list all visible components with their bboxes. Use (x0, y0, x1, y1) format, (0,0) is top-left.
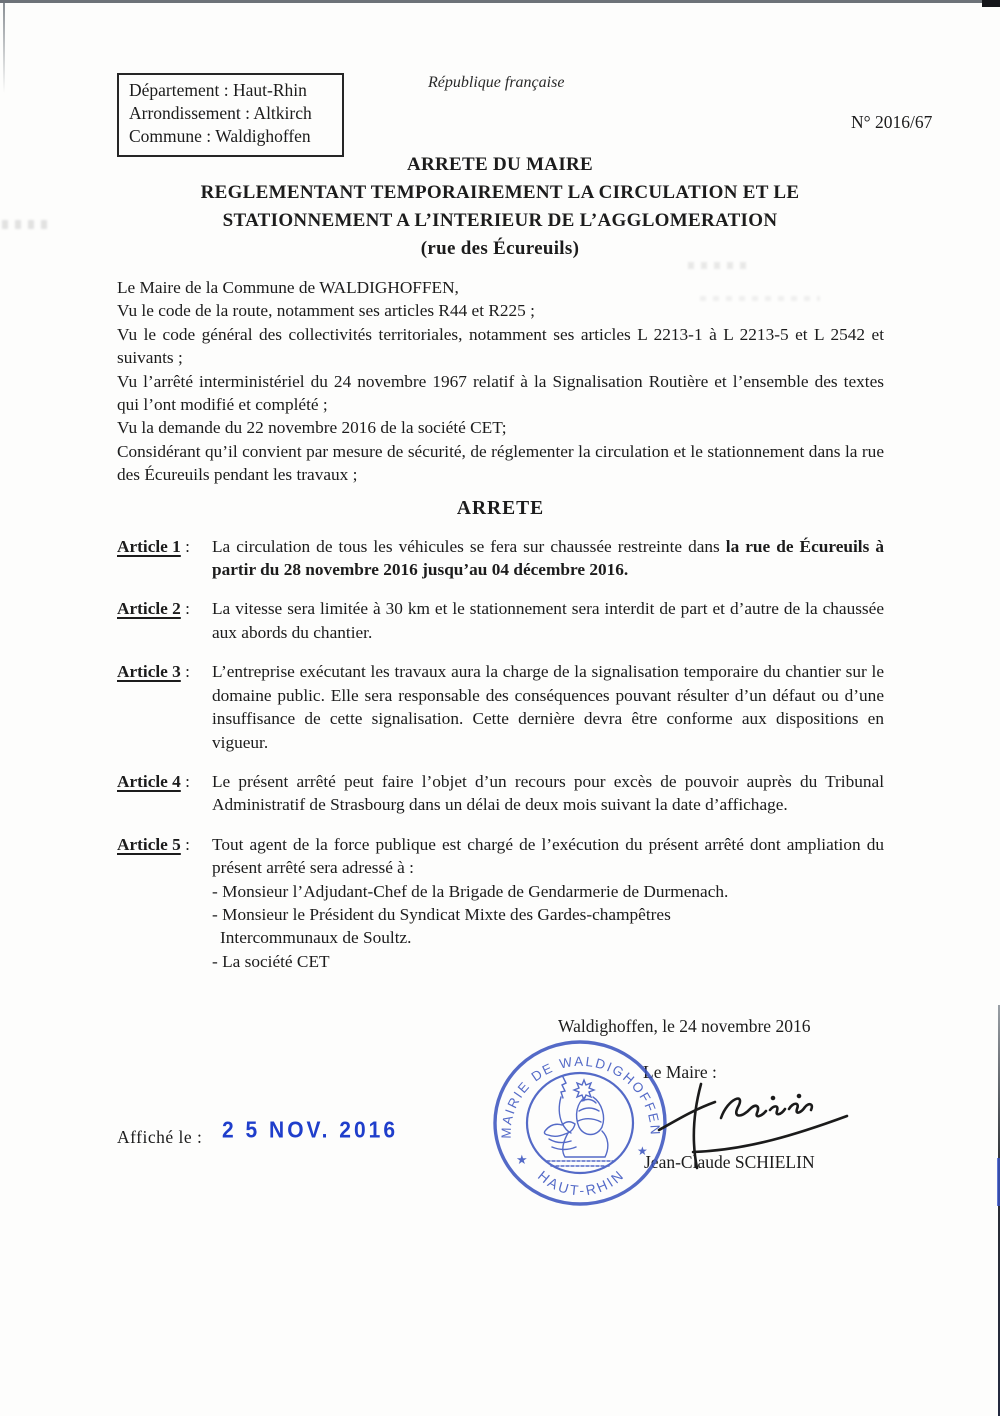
document-body (117, 276, 884, 989)
article-1 (117, 535, 884, 582)
article-5-label: Article 5 (117, 834, 181, 854)
article-5 (117, 833, 884, 973)
article-2-label: Article 2 (117, 599, 181, 619)
article-3-text: L’entreprise exécutant les travaux aura la charge de la signalisation temporaire du chantier sur le domaine public. Elle sera responsable des conséquences pouvant résulter d’un défaut ou d’une insuffisance de cette signalisation. Cette dernière devra être conforme aux dispositions en vigueur. (212, 662, 884, 752)
commune-line: Commune : Waldighoffen (129, 126, 311, 146)
arrete-heading: ARRETE (456, 497, 545, 519)
article-5-list-item: - Monsieur le Président du Syndicat Mixte des Gardes-champêtres (212, 904, 671, 924)
star-icon: ★ (516, 1152, 528, 1167)
signatory-name: Jean-Claude SCHIELIN (644, 1152, 815, 1172)
document-number: N° 2016/67 (851, 112, 933, 132)
scan-smudge (2, 220, 48, 229)
posting-date-label: Affiché le : (117, 1127, 203, 1147)
article-5-list-item: - Monsieur l’Adjudant-Chef de la Brigade de Gendarmerie de Durmenach. (212, 881, 729, 901)
place-and-date-line: Waldighoffen, le 24 novembre 2016 (558, 1016, 811, 1036)
arrondissement-line: Arrondissement : Altkirch (129, 103, 312, 123)
article-4-label: Article 4 (117, 771, 181, 791)
preamble-line: Le Maire de la Commune de WALDIGHOFFEN, (117, 278, 459, 297)
title-line-1: ARRETE DU MAIRE (406, 154, 594, 175)
article-1-bold-text: la rue de Écureuils à partir du 28 novembre 2016 jusqu’au 04 décembre 2016. (212, 536, 884, 580)
article-1-label: Article 1 (117, 536, 181, 556)
article-1-text: La circulation de tous les véhicules se fera sur chaussée restreinte dans (212, 536, 726, 556)
preamble-line: Considérant qu’il convient par mesure de sécurité, de réglementer la circulation et le stationnement dans la rue des Écureuils pendant les travaux ; (117, 441, 884, 485)
preamble-line: Vu l’arrêté interministériel du 24 novembre 1967 relatif à la Signalisation Routière et l’ensemble des textes qui l’ont modifié et complété ; (117, 371, 884, 415)
scan-smudge (688, 262, 750, 269)
stamp-top-text: MAIRIE DE WALDIGHOFFEN (498, 1053, 663, 1139)
article-3-label: Article 3 (117, 662, 181, 682)
article-5-text: Tout agent de la force publique est chargé de l’exécution du présent arrêté dont ampliation du présent arrêté sera adressé à : (212, 834, 884, 878)
star-icon: ★ (637, 1144, 648, 1158)
article-separator: : (180, 771, 190, 791)
scan-artifact-left-edge (3, 3, 5, 93)
signatory-function: Le Maire : (643, 1062, 717, 1082)
preamble-line: Vu le code de la route, notamment ses articles R44 et R225 ; (117, 301, 535, 321)
article-separator: : (180, 599, 190, 619)
preamble-line: Vu le code général des collectivités territoriales, notamment ses articles L 2213-1 à L 2213-5 et L 2542 et suivants ; (117, 324, 884, 368)
preamble-line: Vu la demande du 22 novembre 2016 de la société CET; (117, 418, 507, 438)
republique-francaise-label: République française (428, 74, 565, 91)
article-5-list-item: - La société CET (212, 951, 330, 971)
title-line-4: (rue des Écureuils) (420, 238, 580, 259)
signature-image (633, 1076, 861, 1174)
title-line-2: REGLEMENTANT TEMPORAIREMENT LA CIRCULATION ET LE (200, 182, 800, 203)
administrative-header-box (117, 73, 344, 157)
posting-date-stamp: 2 5 NOV. 2016 (222, 1118, 398, 1143)
article-separator: : (180, 834, 190, 854)
article-2 (117, 597, 884, 644)
document-title (60, 151, 940, 263)
article-5-list-item-continuation: Intercommunaux de Soultz. (220, 928, 412, 948)
article-3 (117, 660, 884, 754)
scan-artifact-top-edge (0, 0, 1000, 3)
article-separator: : (180, 536, 190, 556)
article-2-text: La vitesse sera limitée à 30 km et le stationnement sera interdit de part et d’autre de la chaussée aux abords du chantier. (212, 599, 884, 642)
article-4 (117, 770, 884, 817)
svg-text:HAUT-RHIN (535, 1166, 628, 1198)
departement-line: Département : Haut-Rhin (129, 80, 307, 100)
scan-artifact-top-right-corner (982, 0, 1000, 7)
stamp-emblem (544, 1077, 617, 1166)
article-separator: : (180, 662, 190, 682)
stamp-bottom-text: HAUT-RHIN (534, 1166, 628, 1199)
title-line-3: STATIONNEMENT A L’INTERIEUR DE L’AGGLOMERATION (222, 210, 778, 231)
article-4-text: Le présent arrêté peut faire l’objet d’un recours pour excès de pouvoir auprès du Tribunal Administratif de Strasbourg dans un délai de deux mois suivant la date d’affichage. (212, 771, 884, 815)
